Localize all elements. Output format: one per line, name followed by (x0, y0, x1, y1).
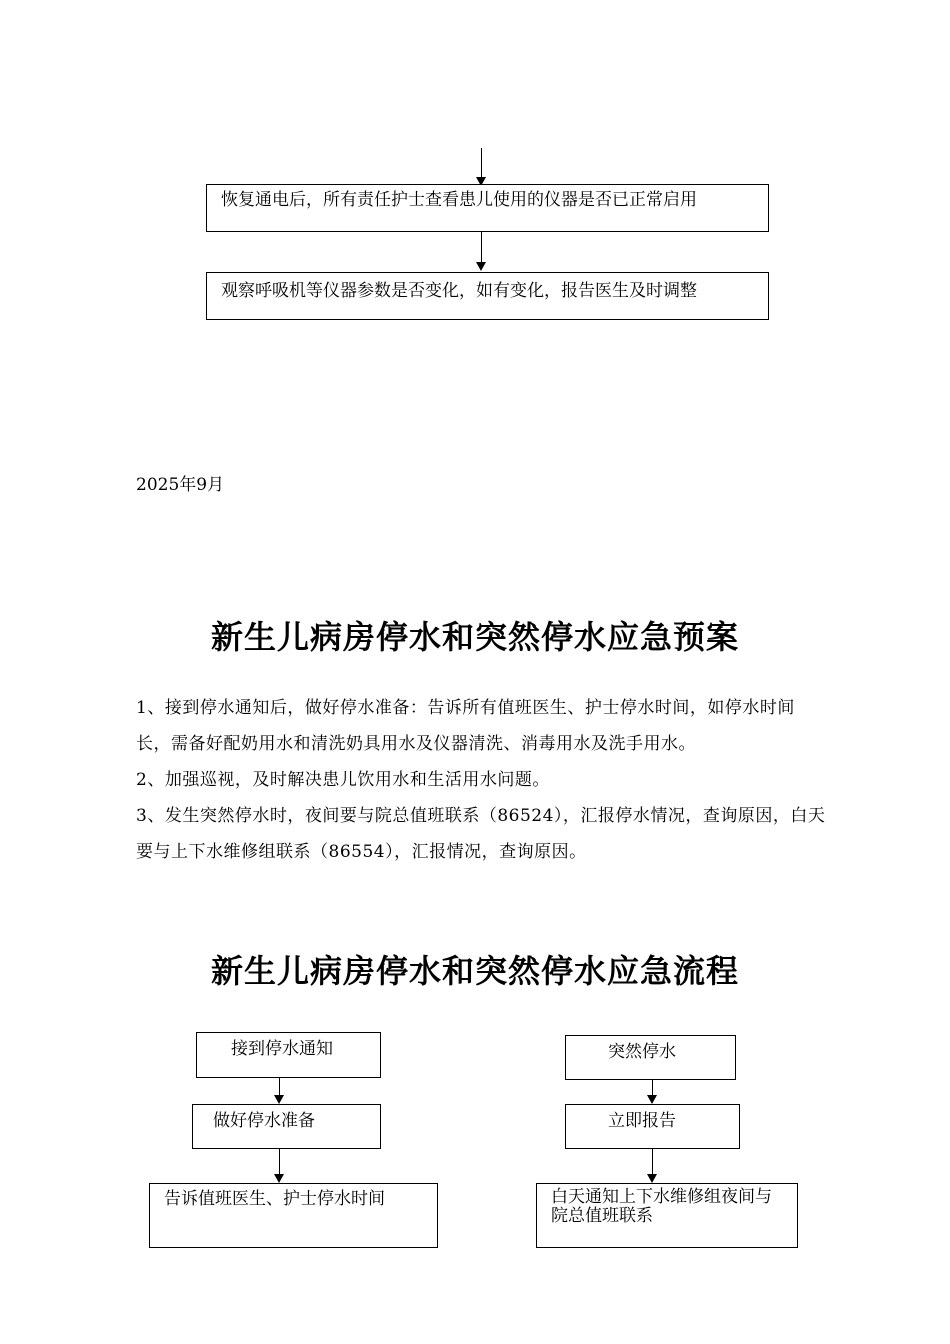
plan-item-1: 1、接到停水通知后，做好停水准备：告诉所有值班医生、护士停水时间，如停水时间长，需备好配奶用水和清洗奶具用水及仪器清洗、消毒用水及洗手用水。 (136, 698, 795, 754)
right-arrowhead-1 (647, 1095, 657, 1104)
flow-box-observe-ventilator (206, 272, 769, 320)
left-box-prepare-text: 做好停水准备 (213, 1111, 315, 1131)
right-arrowhead-2 (647, 1174, 657, 1183)
flow-box-observe-ventilator-text: 观察呼吸机等仪器参数是否变化，如有变化，报告医生及时调整 (221, 281, 697, 301)
left-box-prepare (192, 1104, 381, 1149)
process-title: 新生儿病房停水和突然停水应急流程 (210, 952, 739, 990)
left-box-receive-notice-text: 接到停水通知 (231, 1039, 333, 1059)
top-connector-line (481, 148, 482, 180)
right-box-sudden-outage-text: 突然停水 (608, 1042, 676, 1062)
right-box-notify-text: 白天通知上下水维修组夜间与院总值班联系 (551, 1187, 772, 1226)
flow-connector-line (481, 232, 482, 264)
document-date: 2025年9月 (136, 475, 225, 495)
right-box-notify (536, 1183, 798, 1248)
plan-title: 新生儿病房停水和突然停水应急预案 (210, 618, 739, 656)
plan-item-2: 2、加强巡视，及时解决患儿饮用水和生活用水问题。 (136, 770, 550, 790)
left-arrowhead-2 (274, 1174, 284, 1183)
right-box-report-text: 立即报告 (608, 1111, 676, 1131)
left-box-receive-notice (196, 1032, 381, 1078)
right-box-sudden-outage (565, 1035, 736, 1080)
left-connector-1 (279, 1078, 280, 1096)
left-box-tell-staff (149, 1183, 438, 1248)
plan-item-3: 3、发生突然停水时，夜间要与院总值班联系（86524），汇报停水情况，查询原因，白天要与上下水维修组联系（86554），汇报情况，查询原因。 (136, 806, 826, 862)
flow-box-restore-power (206, 184, 769, 232)
right-connector-1 (652, 1080, 653, 1096)
flow-box-restore-power-text: 恢复通电后，所有责任护士查看患儿使用的仪器是否已正常启用 (221, 190, 697, 210)
flow-arrowhead (476, 262, 486, 271)
left-connector-2 (279, 1149, 280, 1175)
left-box-tell-staff-text: 告诉值班医生、护士停水时间 (164, 1189, 385, 1209)
right-box-report (565, 1104, 740, 1149)
right-connector-2 (652, 1149, 653, 1175)
left-arrowhead-1 (274, 1095, 284, 1104)
